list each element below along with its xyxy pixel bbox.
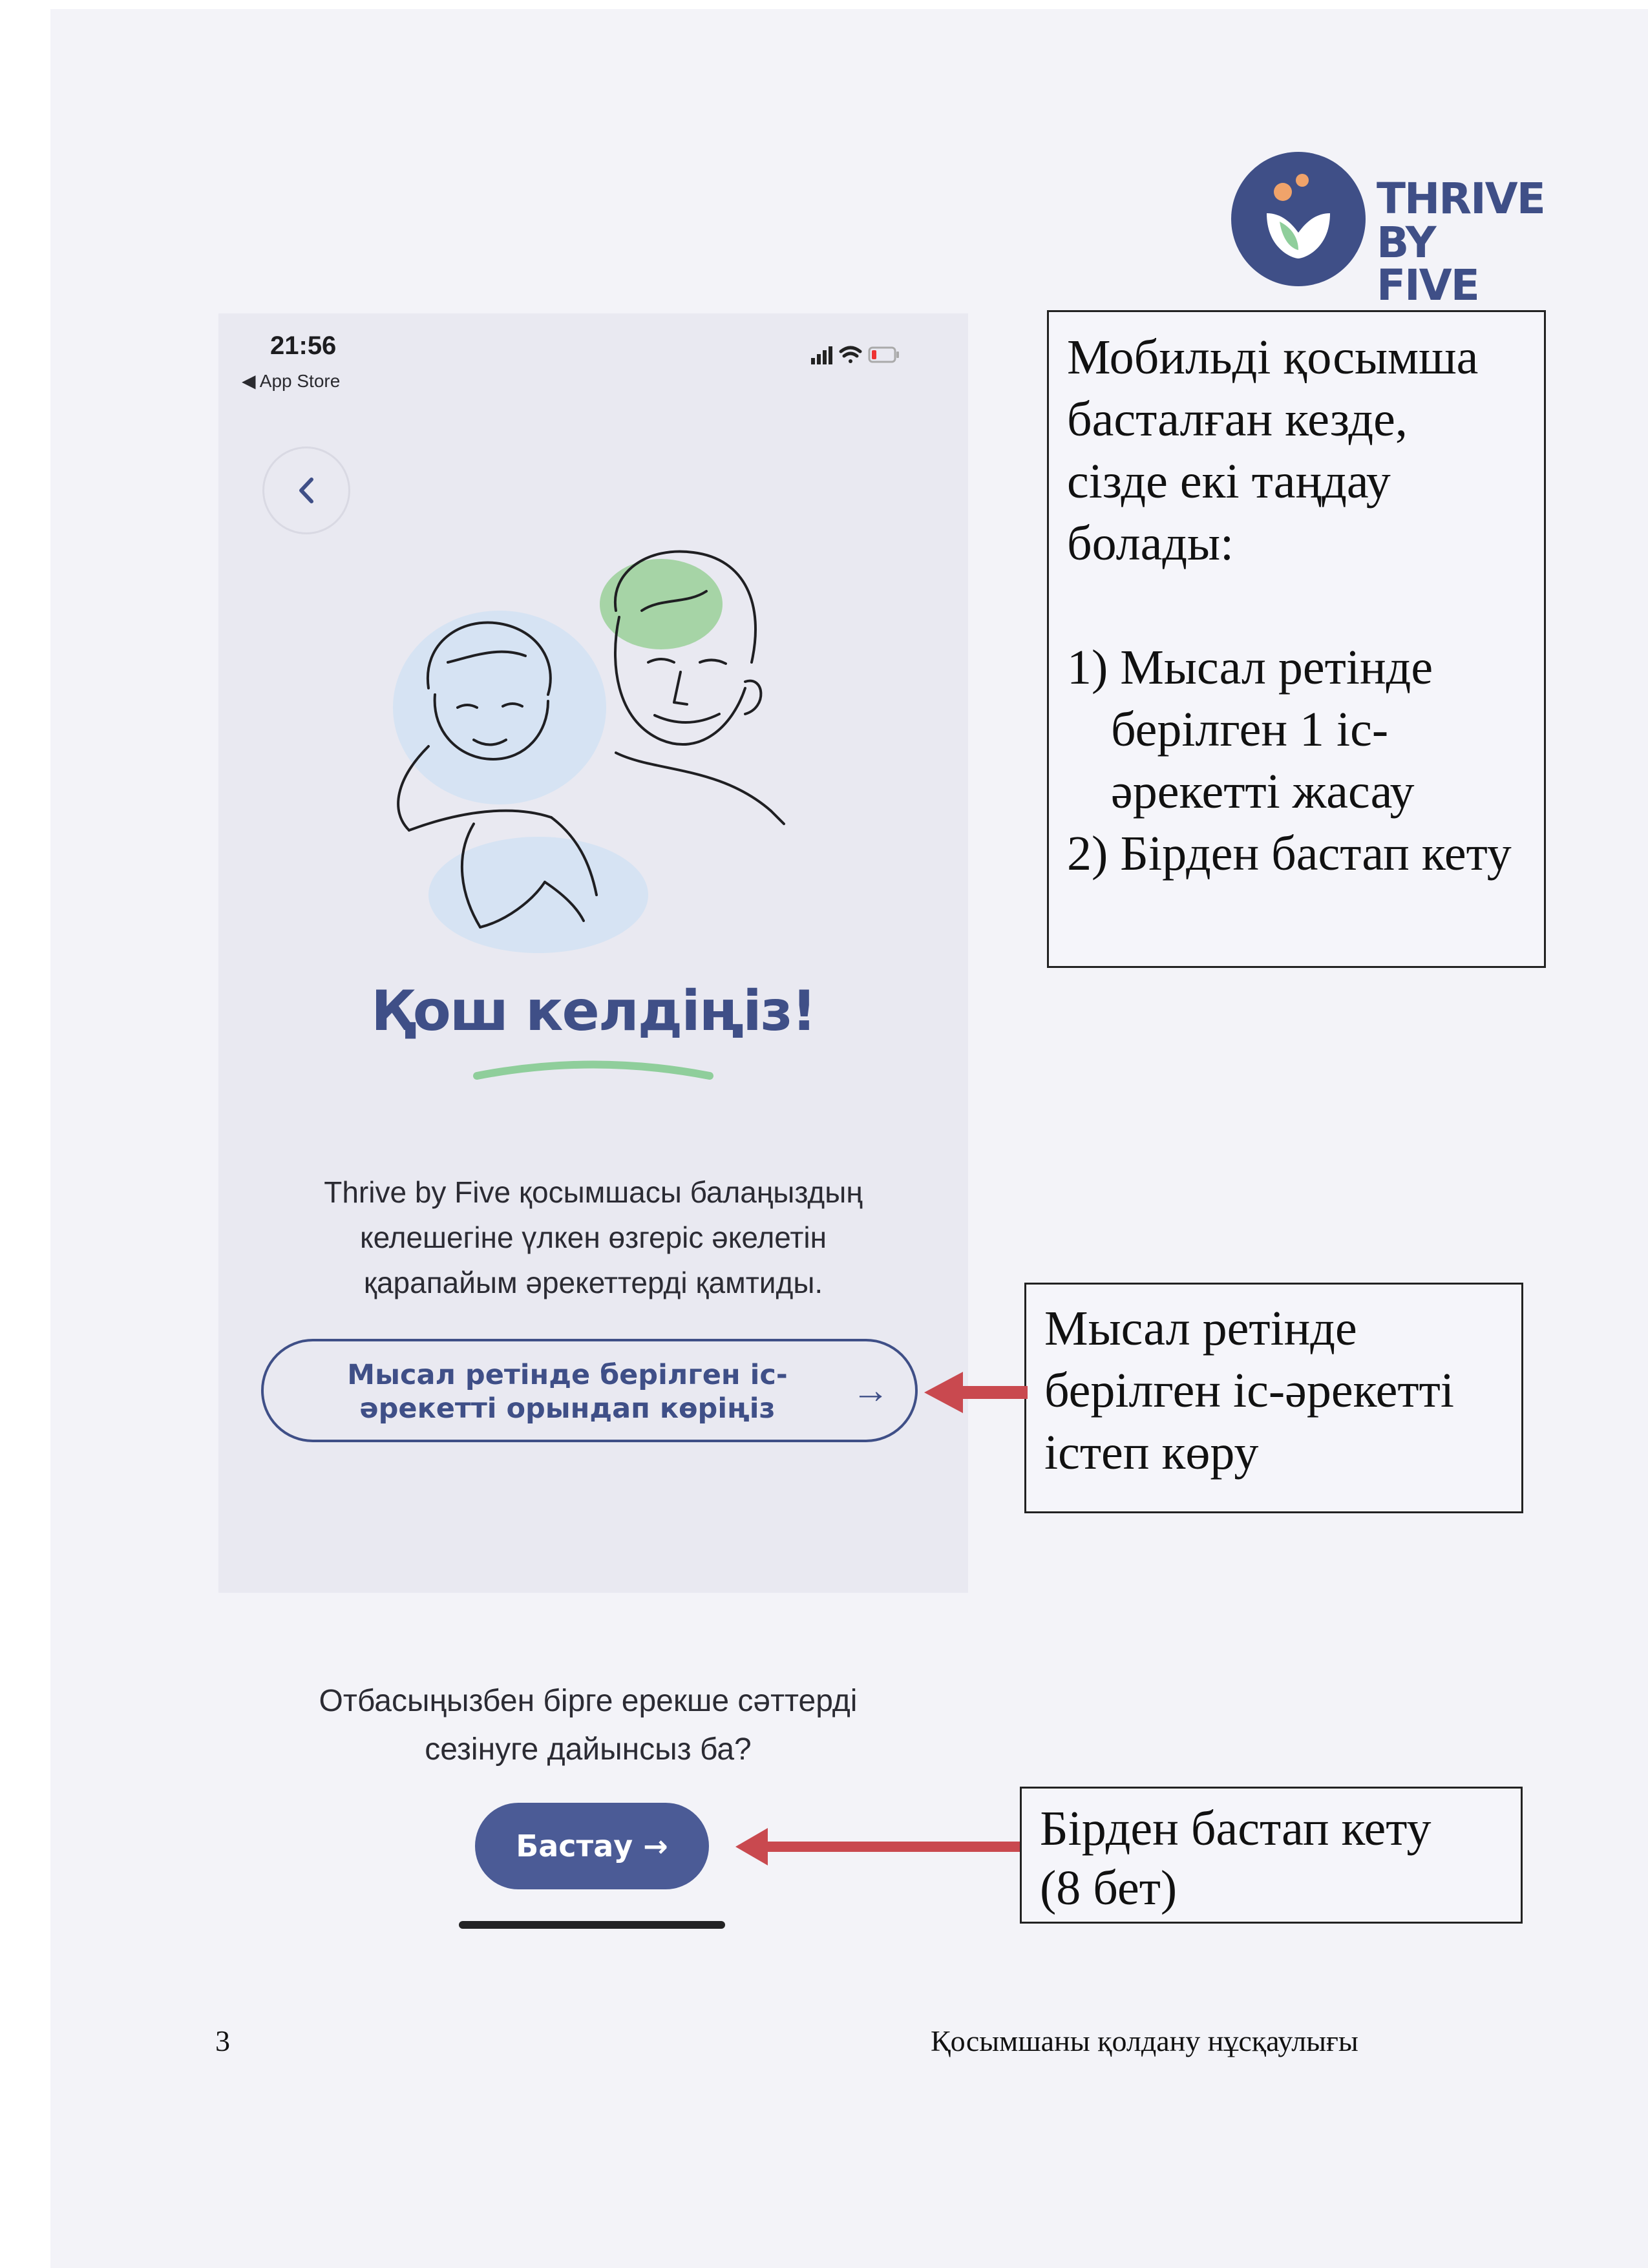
- intro-callout-box: [1047, 310, 1546, 968]
- thrive-by-five-logo: [1231, 152, 1545, 310]
- callout-line: Мысал ретінде: [1044, 1301, 1357, 1356]
- callout-line: болады:: [1067, 516, 1234, 571]
- battery-icon: [869, 348, 899, 362]
- arrow-right-icon: →: [643, 1829, 668, 1864]
- callout-line: Бірден бастап кету: [1040, 1801, 1431, 1856]
- arrow-left-icon: [735, 1824, 1020, 1869]
- arrow-right-icon: →: [852, 1369, 889, 1411]
- start-button-label: Бастау: [516, 1829, 633, 1864]
- flower-icon: [1231, 152, 1366, 286]
- callout-line: сізде екі таңдау: [1067, 454, 1391, 509]
- arrow-left-icon: [924, 1367, 1028, 1418]
- logo-word-by-five: BY FIVE: [1377, 218, 1479, 310]
- page-number: 3: [215, 2024, 230, 2057]
- footer-title: Қосымшаны қолдану нұсқаулығы: [931, 2024, 1358, 2057]
- father-child-illustration: [383, 533, 836, 972]
- callout-line: (8 бет): [1040, 1861, 1178, 1915]
- signal-icon: [811, 346, 832, 364]
- callout-line: берілген іс-әрекетті: [1044, 1363, 1454, 1418]
- callout-line: істеп көру: [1044, 1425, 1259, 1480]
- wifi-icon: [841, 348, 860, 363]
- button-label-line: Мысал ретінде берілген іс-: [347, 1359, 788, 1391]
- back-button[interactable]: [262, 446, 350, 534]
- intro-text: [244, 1170, 942, 1305]
- callout-line: Мобильді қосымша: [1067, 330, 1479, 384]
- home-indicator: [459, 1921, 725, 1929]
- callout-line: басталған кезде,: [1067, 392, 1408, 446]
- try-sample-activity-button[interactable]: [261, 1339, 918, 1442]
- question-line: Отбасыңызбен бірге ерекше сәттерді: [319, 1684, 858, 1718]
- ready-question: [246, 1677, 931, 1774]
- sample-callout-box: [1024, 1283, 1523, 1513]
- callout-option-2: 2) Бірден бастап кету: [1067, 826, 1512, 881]
- intro-line: Thrive by Five қосымшасы балаңыздың: [324, 1175, 863, 1209]
- status-icons: [810, 342, 900, 368]
- try-sample-activity-label: [322, 1358, 813, 1425]
- page-left-margin: [0, 0, 50, 2268]
- logo-word-thrive: THRIVE: [1377, 174, 1545, 224]
- status-time: 21:56: [270, 331, 337, 360]
- start-callout-box: [1020, 1787, 1523, 1924]
- callout-option-1: 1) Мысал ретінде берілген 1 іс-әрекетті жасау: [1067, 640, 1433, 819]
- title-underline-swoosh: [470, 1053, 716, 1086]
- welcome-title: Қош келдіңіз!: [371, 979, 816, 1044]
- chevron-left-icon: [264, 448, 348, 532]
- logo-mark: [1231, 152, 1366, 286]
- intro-line: қарапайым әрекеттерді қамтиды.: [363, 1266, 823, 1299]
- app-store-back-link[interactable]: ◀ App Store: [242, 371, 341, 391]
- intro-line: келешегіне үлкен өзгеріс әкелетін: [359, 1221, 827, 1254]
- start-button[interactable]: [475, 1803, 709, 1889]
- button-label-line: әрекетті орындап көріңіз: [359, 1392, 776, 1425]
- page-top-margin: [0, 0, 1648, 9]
- question-line: сезінуге дайынсыз ба?: [425, 1732, 752, 1767]
- phone-screenshot: [218, 313, 968, 1593]
